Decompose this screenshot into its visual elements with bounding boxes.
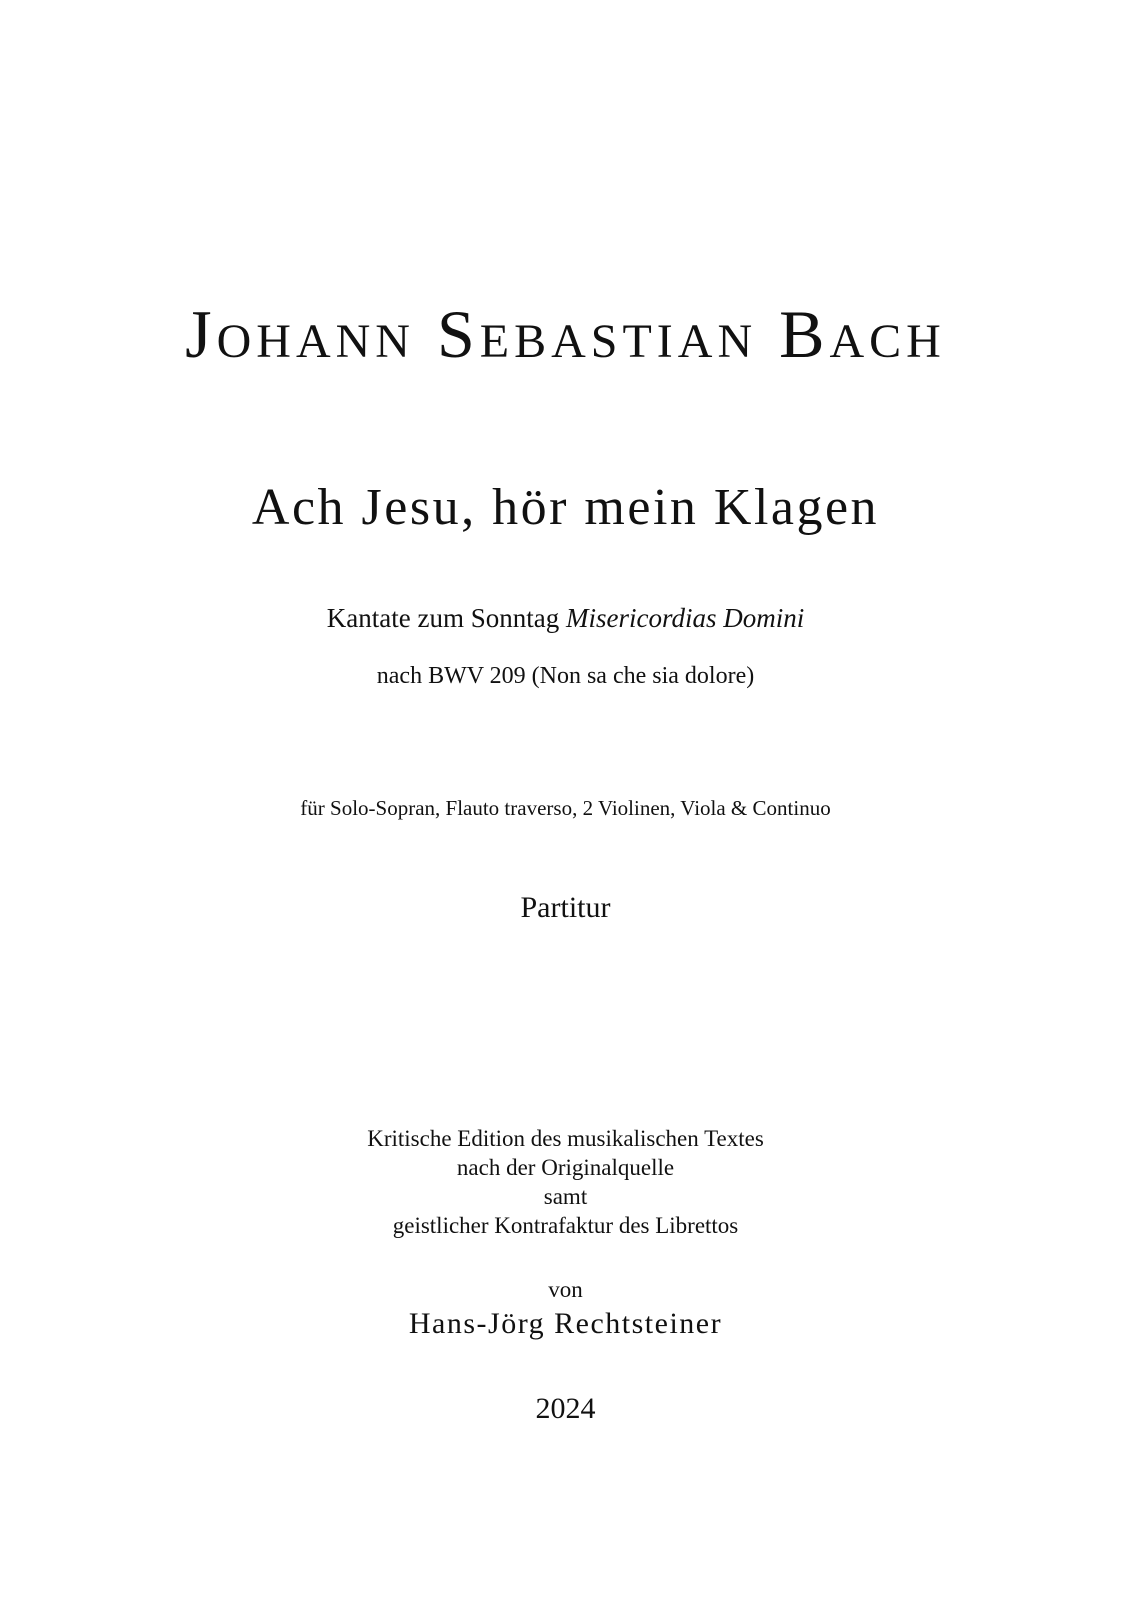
edition-line: geistlicher Kontrafaktur des Librettos [392,1213,739,1238]
publication-year: 2024 [535,1392,596,1425]
composer-name: Johann Sebastian Bach [185,296,946,372]
edition-line: Kritische Edition des musikalischen Textes [367,1126,764,1151]
instrumentation: für Solo-Sopran, Flauto traverso, 2 Violinen, Viola & Continuo [300,796,831,820]
edition-description [0,1124,1131,1240]
subtitle-prefix: Kantate zum Sonntag [326,603,560,633]
by-label: von [548,1277,583,1302]
editor-name: Hans-Jörg Rechtsteiner [408,1307,723,1340]
work-subtitle [0,605,1131,632]
source-work: nach BWV 209 (Non sa che sia dolore) [376,663,755,689]
edition-line: samt [543,1184,588,1209]
subtitle-sunday-name: Misericordias Domini [565,603,805,633]
work-title: Ach Jesu, hör mein Klagen [251,479,880,536]
score-type: Partitur [520,891,611,924]
edition-line: nach der Originalquelle [456,1155,675,1180]
